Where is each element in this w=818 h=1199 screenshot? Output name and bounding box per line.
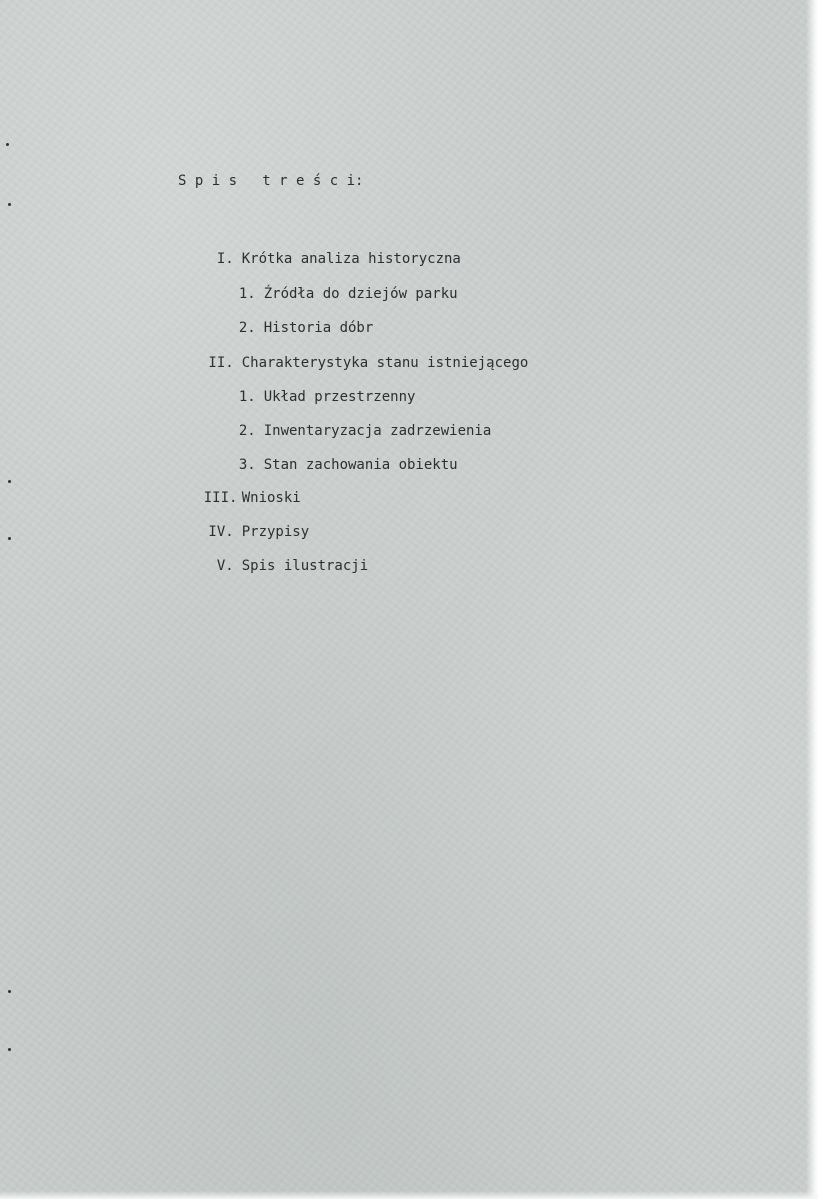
- toc-subitem-title: Stan zachowania obiektu: [263, 457, 458, 473]
- page-edge: [806, 0, 818, 1199]
- page-edge: [0, 1191, 818, 1199]
- toc-subitem-title: Układ przestrzenny: [263, 389, 416, 405]
- toc-subitem-number: 2.: [238, 320, 256, 336]
- toc-subitem-title: Źródła do dziejów parku: [263, 286, 458, 302]
- toc-item-5: [170, 539, 368, 593]
- toc-subitem-title: Inwentaryzacja zadrzewienia: [263, 423, 492, 439]
- toc-subitem-title: Historia dóbr: [263, 320, 374, 336]
- toc-item-title: Spis ilustracji: [241, 558, 369, 574]
- toc-item-title: Krótka analiza historyczna: [241, 251, 461, 267]
- punch-mark: [8, 203, 11, 206]
- toc-item-title: Przypisy: [241, 524, 310, 540]
- toc-item-title: Charakterystyka stanu istniejącego: [241, 355, 529, 371]
- toc-heading: S p i s t r e ś c i:: [178, 173, 364, 189]
- toc-subitem-number: 1.: [238, 286, 256, 302]
- toc-item-title: Wnioski: [241, 490, 301, 506]
- toc-subitem-number: 2.: [238, 423, 256, 439]
- toc-item-number: I.: [216, 251, 234, 267]
- punch-mark: [8, 990, 11, 993]
- toc-item-number: II.: [208, 355, 234, 371]
- toc-item-number: V.: [216, 558, 234, 574]
- punch-mark: [8, 1048, 11, 1051]
- toc-subitem-number: 1.: [238, 389, 256, 405]
- punch-mark: [6, 143, 9, 146]
- toc-subitem-number: 3.: [238, 457, 256, 473]
- toc-item-number: IV.: [208, 524, 234, 540]
- punch-mark: [8, 537, 11, 540]
- punch-mark: [8, 480, 11, 483]
- toc-item-number: III.: [203, 490, 238, 506]
